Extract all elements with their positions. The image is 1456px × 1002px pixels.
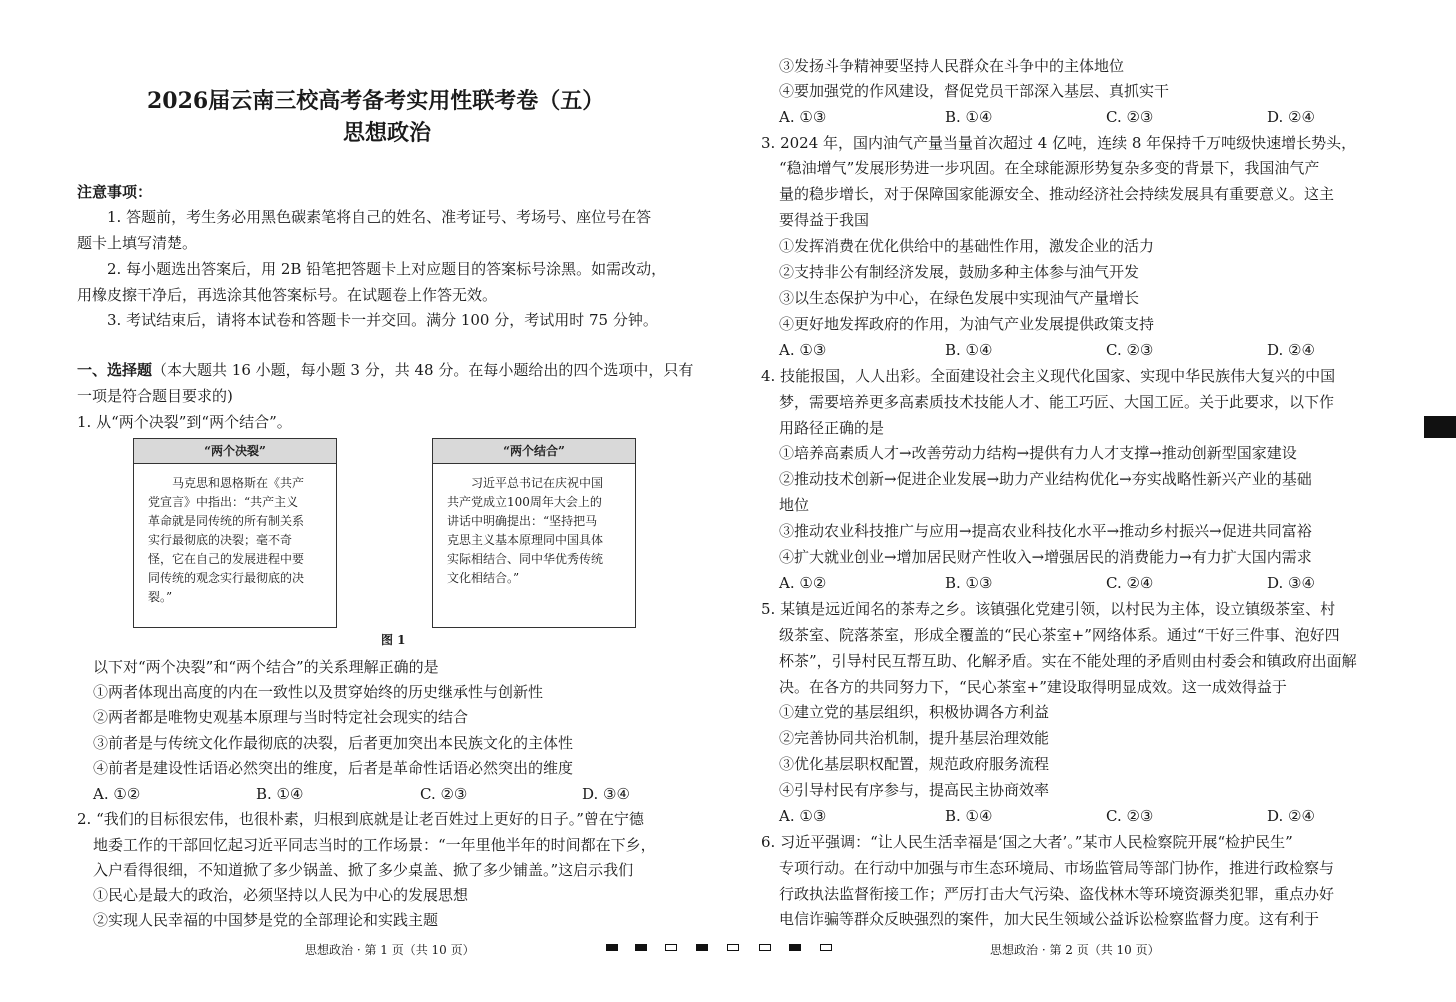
- box-text-line: 实行最彻底的决裂；毫不奇: [148, 533, 293, 547]
- q3-item: ①发挥消费在优化供给中的基础性作用，激发企业的活力: [779, 237, 1155, 255]
- box-text-line: 共产党成立100周年大会上的: [447, 495, 602, 509]
- q3-stem-line: “稳油增气”发展形势进一步巩固。在全球能源形势复杂多变的背景下，我国油气产: [779, 159, 1320, 177]
- q2-item: ①民心是最大的政治，必须坚持以人民为中心的发展思想: [93, 886, 469, 904]
- option-c[interactable]: C. ②③: [420, 785, 468, 803]
- figure-box-left-body: [134, 464, 336, 607]
- q2-stem-line: 入户看得很细，不知道掀了多少锅盖、掀了多少桌盖、掀了多少铺盖。”这启示我们: [93, 861, 634, 879]
- q4-stem-line: 梦，需要培养更多高素质技术技能人才、能工巧匠、大国工匠。关于此要求，以下作: [779, 393, 1335, 411]
- subject-title: 思想政治: [343, 120, 432, 146]
- registration-mark: [606, 944, 618, 951]
- box-text-line: 党宣言》中指出：“共产主义: [148, 495, 299, 509]
- figure-box-right-head: “两个结合”: [433, 439, 635, 464]
- q4-item: 地位: [779, 496, 810, 514]
- q4-item: ②推动技术创新→促进企业发展→助力产业结构优化→夯实战略性新兴产业的基础: [779, 470, 1312, 488]
- figure-caption: 图 1: [381, 633, 406, 647]
- q5-stem-line: 5. 某镇是远近闻名的茶寿之乡。该镇强化党建引领，以村民为主体，设立镇级茶室、村: [761, 600, 1336, 618]
- option-a[interactable]: A. ①③: [779, 341, 827, 359]
- q3-stem-line: 量的稳步增长，对于保障国家能源安全、推动经济社会持续发展具有重要意义。这主: [779, 185, 1335, 203]
- q1-item: ③前者是与传统文化作最彻底的决裂，后者更加突出本民族文化的主体性: [93, 734, 574, 752]
- box-text-line: 同传统的观念实行最彻底的决: [148, 571, 305, 585]
- figure-box-left-head: “两个决裂”: [134, 439, 336, 464]
- figure-box-right-body: [433, 464, 635, 588]
- option-a[interactable]: A. ①③: [779, 807, 827, 825]
- q4-item: ③推动农业科技推广与应用→提高农业科技化水平→推动乡村振兴→促进共同富裕: [779, 522, 1312, 540]
- option-b[interactable]: B. ①③: [945, 574, 993, 592]
- q2-stem-line: 2. “我们的目标很宏伟，也很朴素，归根到底就是让老百姓过上更好的日子。”曾在宁德: [77, 810, 644, 828]
- figure-box-right: [432, 438, 636, 628]
- option-a[interactable]: A. ①③: [779, 108, 827, 126]
- box-text-line: 实际相结合、同中华优秀传统: [447, 552, 604, 566]
- notice-line: 3. 考试结束后，请将本试卷和答题卡一并交回。满分 100 分，考试用时 75 分钟。: [107, 311, 658, 329]
- registration-mark: [820, 944, 832, 951]
- q4-stem-line: 4. 技能报国，人人出彩。全面建设社会主义现代化国家、实现中华民族伟大复兴的中国: [761, 367, 1336, 385]
- option-b[interactable]: B. ①④: [945, 341, 993, 359]
- q3-stem-line: 3. 2024 年，国内油气产量当量首次超过 4 亿吨，连续 8 年保持千万吨级快速增长势头，: [761, 134, 1357, 152]
- q3-item: ②支持非公有制经济发展，鼓励多种主体参与油气开发: [779, 263, 1140, 281]
- option-b[interactable]: B. ①④: [945, 807, 993, 825]
- footer-left: 思想政治 · 第 1 页（共 10 页）: [305, 943, 475, 957]
- q6-stem-line: 专项行动。在行动中加强与市生态环境局、市场监管局等部门协作，推进行政检察与: [779, 859, 1335, 877]
- option-d[interactable]: D. ②④: [1267, 108, 1315, 126]
- q6-stem-line: 行政执法监督衔接工作；严厉打击大气污染、盗伐林木等环境资源类犯罪，重点办好: [779, 885, 1335, 903]
- q4-stem-line: 用路径正确的是: [779, 419, 885, 437]
- option-c[interactable]: C. ②③: [1106, 807, 1154, 825]
- section-label: 一、选择题: [77, 361, 153, 379]
- box-text-line: 文化相结合。”: [447, 571, 520, 585]
- registration-mark: [727, 944, 739, 951]
- box-text-line: 讲话中明确提出：“坚持把马: [447, 514, 598, 528]
- box-text-line: 克思主义基本原理同中国具体: [447, 533, 604, 547]
- q1-stem: 1. 从“两个决裂”到“两个结合”。: [77, 413, 292, 431]
- registration-mark: [759, 944, 771, 951]
- option-c[interactable]: C. ②③: [1106, 341, 1154, 359]
- q1-question: 以下对“两个决裂”和“两个结合”的关系理解正确的是: [93, 658, 439, 676]
- q3-item: ④更好地发挥政府的作用，为油气产业发展提供政策支持: [779, 315, 1155, 333]
- option-b[interactable]: B. ①④: [256, 785, 304, 803]
- option-a[interactable]: A. ①②: [93, 785, 141, 803]
- option-d[interactable]: D. ②④: [1267, 807, 1315, 825]
- page-edge-tab: [1424, 416, 1456, 438]
- q5-item: ②完善协同共治机制，提升基层治理效能: [779, 729, 1050, 747]
- option-d[interactable]: D. ③④: [1267, 574, 1315, 592]
- notice-heading: 注意事项：: [77, 183, 153, 201]
- q5-item: ③优化基层职权配置，规范政府服务流程: [779, 755, 1050, 773]
- q2-stem-line: 地委工作的干部回忆起习近平同志当时的工作场景：“一年里他半年的时间都在下乡，: [93, 836, 656, 854]
- box-text-line: 习近平总书记在庆祝中国: [471, 476, 604, 490]
- q5-stem-line: 级茶室、院落茶室，形成全覆盖的“民心茶室+”网络体系。通过“干好三件事、泡好四: [779, 626, 1340, 644]
- q2-item: ④要加强党的作风建设，督促党员干部深入基层、真抓实干: [779, 82, 1170, 100]
- option-d[interactable]: D. ③④: [582, 785, 630, 803]
- q6-stem-line: 6. 习近平强调：“让人民生活幸福是‘国之大者’。”某市人民检察院开展“检护民生”: [761, 833, 1293, 851]
- section-heading: [77, 359, 693, 381]
- footer-right: 思想政治 · 第 2 页（共 10 页）: [990, 943, 1160, 957]
- registration-mark: [635, 944, 647, 951]
- notice-line: 题卡上填写清楚。: [77, 234, 198, 252]
- q4-item: ①培养高素质人才→改善劳动力结构→提供有力人才支撑→推动创新型国家建设: [779, 444, 1297, 462]
- section-desc: （本大题共 16 小题，每小题 3 分，共 48 分。在每小题给出的四个选项中，只有: [152, 361, 694, 379]
- option-b[interactable]: B. ①④: [945, 108, 993, 126]
- q2-item: ②实现人民幸福的中国梦是党的全部理论和实践主题: [93, 911, 439, 929]
- q3-item: ③以生态保护为中心，在绿色发展中实现油气产量增长: [779, 289, 1140, 307]
- registration-mark: [789, 944, 801, 951]
- notice-line: 用橡皮擦干净后，再选涂其他答案标号。在试题卷上作答无效。: [77, 286, 498, 304]
- box-text-line: 裂。”: [148, 590, 173, 604]
- registration-mark: [665, 944, 677, 951]
- q1-item: ④前者是建设性话语必然突出的维度，后者是革命性话语必然突出的维度: [93, 759, 574, 777]
- option-d[interactable]: D. ②④: [1267, 341, 1315, 359]
- q5-stem-line: 杯茶”，引导村民互帮互助、化解矛盾。实在不能处理的矛盾则由村委会和镇政府出面解: [779, 652, 1357, 670]
- exam-title: 2026届云南三校高考备考实用性联考卷（五）: [147, 88, 605, 114]
- notice-line: 2. 每小题选出答案后，用 2B 铅笔把答题卡上对应题目的答案标号涂黑。如需改动，: [107, 260, 667, 278]
- q4-item: ④扩大就业创业→增加居民财产性收入→增强居民的消费能力→有力扩大国内需求: [779, 548, 1312, 566]
- q5-item: ④引导村民有序参与，提高民主协商效率: [779, 781, 1050, 799]
- q2-item: ③发扬斗争精神要坚持人民群众在斗争中的主体地位: [779, 57, 1125, 75]
- q1-item: ①两者体现出高度的内在一致性以及贯穿始终的历史继承性与创新性: [93, 683, 544, 701]
- q3-stem-line: 要得益于我国: [779, 211, 870, 229]
- box-text-line: 怪，它在自己的发展进程中要: [148, 552, 305, 566]
- box-text-line: 革命就是同传统的所有制关系: [148, 514, 305, 528]
- notice-line: 1. 答题前，考生务必用黑色碳素笔将自己的姓名、准考证号、考场号、座位号在答: [107, 208, 652, 226]
- box-text-line: 马克思和恩格斯在《共产: [172, 476, 305, 490]
- q1-item: ②两者都是唯物史观基本原理与当时特定社会现实的结合: [93, 708, 469, 726]
- option-a[interactable]: A. ①②: [779, 574, 827, 592]
- option-c[interactable]: C. ②③: [1106, 108, 1154, 126]
- q5-item: ①建立党的基层组织，积极协调各方利益: [779, 703, 1050, 721]
- option-c[interactable]: C. ②④: [1106, 574, 1154, 592]
- figure-box-left: [133, 438, 337, 628]
- section-desc-cont: 一项是符合题目要求的): [77, 387, 233, 405]
- registration-mark: [696, 944, 708, 951]
- q6-stem-line: 电信诈骗等群众反映强烈的案件，加大民生领域公益诉讼检察监督力度。这有利于: [779, 910, 1320, 928]
- q5-stem-line: 决。在各方的共同努力下，“民心茶室+”建设取得明显成效。这一成效得益于: [779, 678, 1287, 696]
